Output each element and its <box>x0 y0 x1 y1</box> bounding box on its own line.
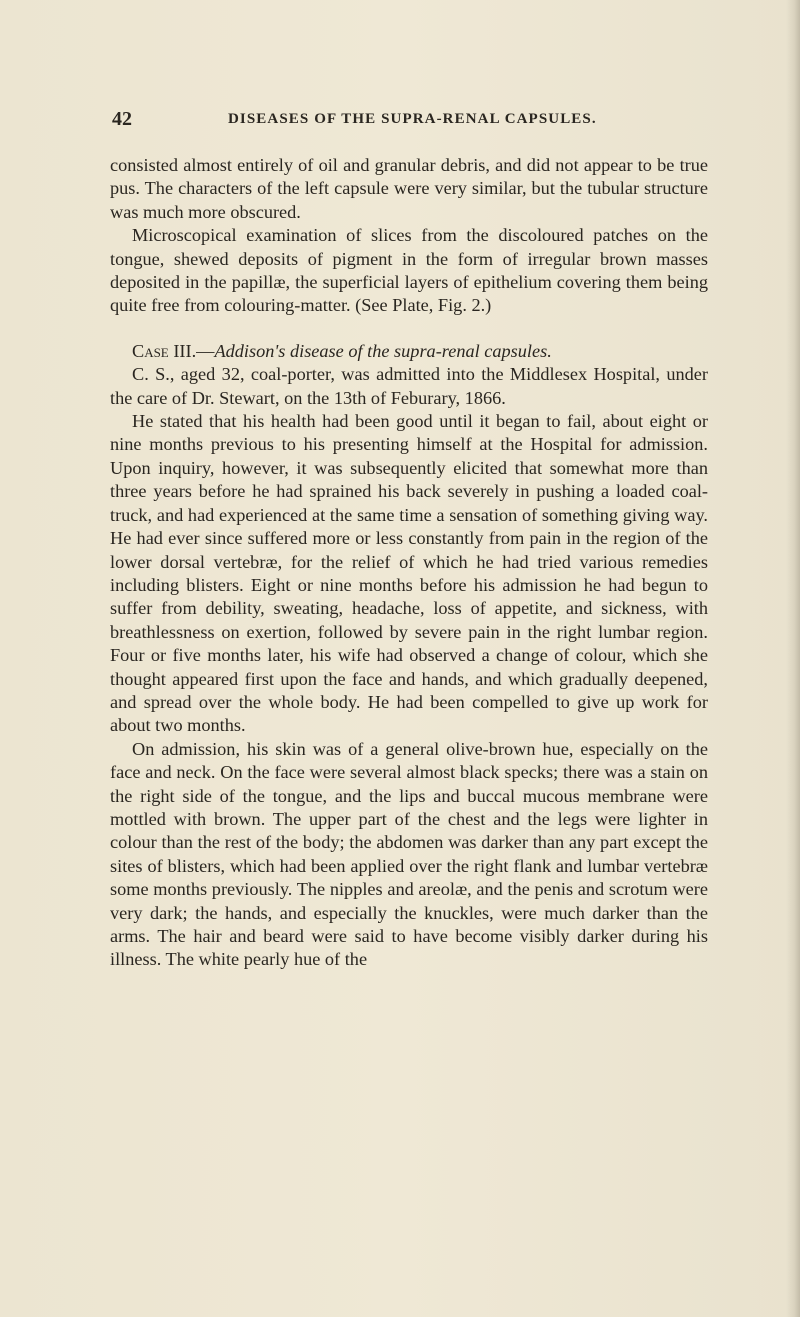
paragraph-admission: C. S., aged 32, coal-porter, was admitted into the Middlesex Hospital, under the care of Dr. Stewart, on the 13th of Feburary, 1866. <box>110 364 708 408</box>
case-label: Case III. <box>132 340 197 361</box>
body-text <box>110 154 708 972</box>
case-dash: — <box>196 340 215 361</box>
paragraph-microscopical: Microscopical examination of slices from the discoloured patches on the tongue, shewed deposits of pigment in the form of irregular brown masses deposited in the papillæ, the superficial layers of epithelium covering them being quite free from colouring-matter. (See Plate, Fig. 2.) <box>110 225 708 316</box>
case-title: Addison's disease of the supra-renal capsules. <box>214 340 552 361</box>
page-edge-shadow <box>786 0 800 1317</box>
paragraph-on-admission: On admission, his skin was of a general olive-brown hue, especially on the face and neck. On the face were several almost black specks; there was a stain on the right side of the tongue, and the lips and buccal mucous membrane were mottled with brown. The upper part of the chest and the legs were lighter in colour than the rest of the body; the abdomen was darker than any part except the sites of blisters, which had been applied over the right flank and lumbar vertebræ some months previously. The nipples and areolæ, and the penis and scrotum were very dark; the hands, and especially the knuckles, were much darker than the arms. The hair and beard were said to have become visibly darker during his illness. The white pearly hue of the <box>110 738 708 970</box>
paragraph-continuation: consisted almost entirely of oil and granular debris, and did not appear to be true pus. The characters of the left capsule were very similar, but the tubular structure was much more obscured. <box>110 155 708 222</box>
page-number: 42 <box>112 108 132 130</box>
paragraph-history: He stated that his health had been good until it began to fail, about eight or nine months previous to his presenting himself at the Hospital for admission. Upon inquiry, however, it was subsequently elicited that somewhat more than three years before he had sprained his back severely in pushing a loaded coal-truck, and had experienced at the same time a sensation of something giving way. He had ever since suffered more or less constantly from pain in the region of the lower dorsal vertebræ, for the relief of which he had tried various remedies including blisters. Eight or nine months before his admission he had begun to suffer from debility, sweating, headache, loss of appetite, and sickness, with breathlessness on exertion, followed by severe pain in the right lumbar region. Four or five months later, his wife had observed a change of colour, which she thought appeared first upon the face and hands, and which gradually deepened, and spread over the whole body. He had been compelled to give up work for about two months. <box>110 411 708 736</box>
case-heading <box>110 340 708 363</box>
running-head: DISEASES OF THE SUPRA-RENAL CAPSULES. <box>228 111 597 127</box>
page-header <box>112 108 712 138</box>
